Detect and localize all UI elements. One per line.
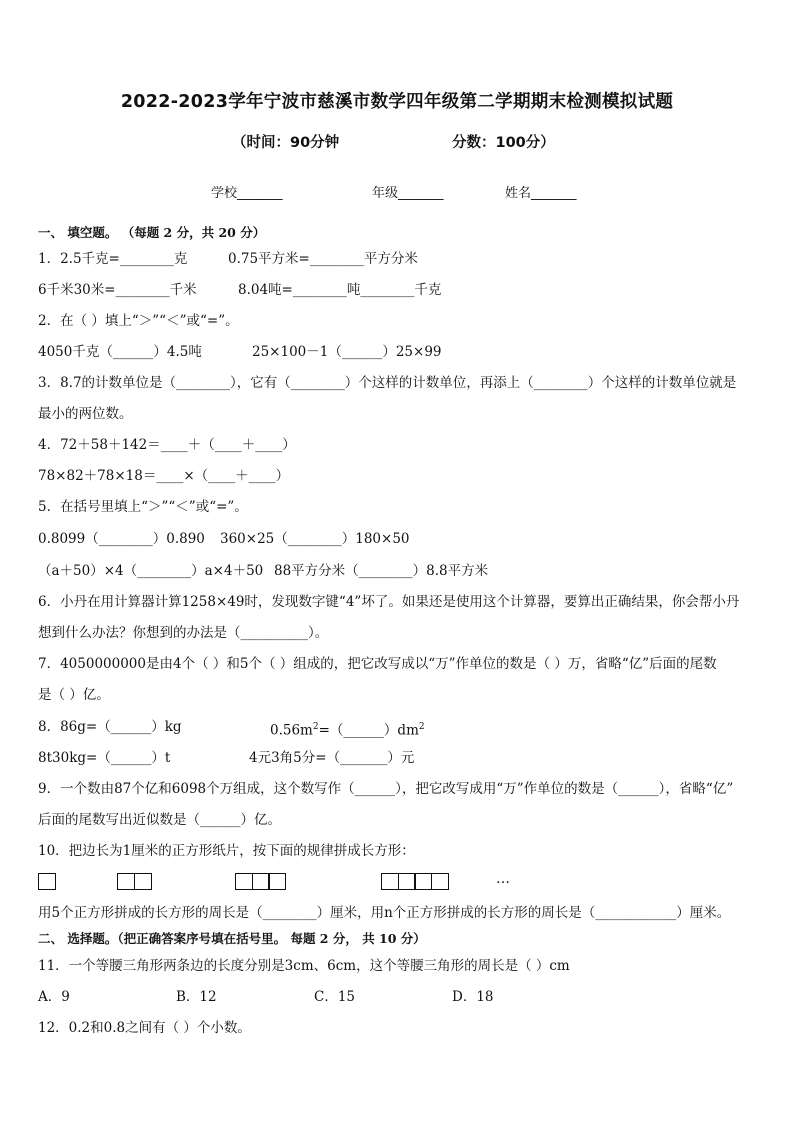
section-2-heading: 二、 选择题。（把正确答案序号填在括号里。 每题 2 分， 共 10 分） bbox=[38, 931, 426, 946]
question-8a: 8．86g=（______）kg bbox=[38, 719, 182, 735]
question-7-line-2: 是（ ）亿。 bbox=[38, 687, 110, 703]
question-9-line-2: 后面的尾数写出近似数是（______）亿。 bbox=[38, 812, 281, 828]
question-10-answer: 用5个正方形拼成的长方形的周长是（________）厘米，用n个正方形拼成的长方形的周长是（____________）厘米。 bbox=[38, 905, 731, 921]
question-5c: （a＋50）×4（________）a×4＋50 bbox=[38, 563, 264, 579]
square-group-1 bbox=[38, 873, 56, 889]
option-d: D．18 bbox=[452, 989, 494, 1005]
square-pattern-figure bbox=[38, 873, 758, 891]
question-1c: 6千米30米=________千米 bbox=[38, 282, 197, 298]
grade-field: 年级_______ bbox=[372, 186, 444, 201]
question-10: 10．把边长为1厘米的正方形纸片，按下面的规律拼成长方形： bbox=[38, 843, 415, 859]
question-3-line-2: 最小的两位数。 bbox=[38, 406, 133, 422]
question-5a: 0.8099（________）0.890 bbox=[38, 531, 205, 547]
square bbox=[398, 873, 416, 890]
question-8d: 4元3角5分=（_______）元 bbox=[249, 750, 415, 766]
option-b: B．12 bbox=[176, 989, 217, 1005]
question-5: 5．在括号里填上“＞”“＜”或“=”。 bbox=[38, 499, 248, 515]
question-4b: 78×82＋78×18＝____×（____＋____） bbox=[38, 468, 290, 484]
question-8b-sup-2: 2 bbox=[418, 722, 425, 732]
square bbox=[431, 873, 449, 890]
question-1a: 1．2.5千克=________克 bbox=[38, 251, 188, 267]
square bbox=[38, 873, 56, 890]
square bbox=[381, 873, 399, 890]
square bbox=[235, 873, 253, 890]
square bbox=[268, 873, 286, 890]
option-c: C．15 bbox=[314, 989, 356, 1005]
exam-time: （时间：90分钟 bbox=[232, 135, 340, 151]
page-title: 2022-2023学年宁波市慈溪市数学四年级第二学期期末检测模拟试题 bbox=[120, 92, 674, 112]
section-1-heading: 一、 填空题。 （每题 2 分，共 20 分） bbox=[38, 225, 266, 240]
question-8b bbox=[270, 718, 425, 740]
question-8b-mid: =（______）dm bbox=[318, 722, 419, 739]
question-8b-pre: 0.56m bbox=[270, 722, 313, 739]
question-5b: 360×25（________）180×50 bbox=[220, 531, 410, 547]
ellipsis: … bbox=[496, 871, 510, 887]
square bbox=[134, 873, 152, 890]
question-11: 11．一个等腰三角形两条边的长度分别是3cm、6cm，这个等腰三角形的周长是（ ）cm bbox=[38, 958, 570, 974]
option-a: A．9 bbox=[38, 989, 70, 1005]
square bbox=[252, 873, 270, 890]
exam-meta bbox=[0, 131, 794, 151]
question-6-line-2: 想到什么办法？你想到的办法是（__________）。 bbox=[38, 625, 329, 641]
square bbox=[117, 873, 135, 890]
question-12: 12．0.2和0.8之间有（ ）个小数。 bbox=[38, 1020, 251, 1036]
question-2b: 25×100－1（______）25×99 bbox=[252, 344, 442, 360]
square bbox=[414, 873, 432, 890]
question-2a: 4050千克（______）4.5吨 bbox=[38, 344, 202, 360]
question-1d: 8.04吨=________吨________千克 bbox=[238, 282, 442, 298]
question-4a: 4．72＋58＋142＝____＋（____＋____） bbox=[38, 437, 296, 453]
question-9-line-1: 9．一个数由87个亿和6098个万组成，这个数写作（______），把它改写成用“万”作单位的数是（______），省略“亿” bbox=[38, 781, 734, 797]
question-6-line-1: 6．小丹在用计算器计算1258×49时，发现数字键“4”坏了。如果还是使用这个计算器，要算出正确结果，你会帮小丹 bbox=[38, 594, 740, 610]
question-2: 2．在（ ）填上“＞”“＜”或“=”。 bbox=[38, 313, 239, 329]
square-group-3 bbox=[235, 873, 286, 889]
exam-score: 分数：100分） bbox=[452, 135, 555, 151]
question-8c: 8t30kg=（______）t bbox=[38, 750, 171, 766]
question-8b-sup-1: 2 bbox=[312, 722, 319, 732]
question-5d: 88平方分米（________）8.8平方米 bbox=[274, 563, 489, 579]
question-1b: 0.75平方米=________平方分米 bbox=[228, 251, 418, 267]
question-3-line-1: 3．8.7的计数单位是（________），它有（________）个这样的计数单位，再添上（________）个这样的计数单位就是 bbox=[38, 375, 737, 391]
name-field: 姓名_______ bbox=[505, 186, 577, 201]
school-field: 学校_______ bbox=[211, 186, 283, 201]
square-group-2 bbox=[117, 873, 152, 889]
square-group-4 bbox=[381, 873, 449, 889]
question-7-line-1: 7．4050000000是由4个（ ）和5个（ ）组成的，把它改写成以“万”作单位的数是（ ）万，省略“亿”后面的尾数 bbox=[38, 656, 717, 672]
